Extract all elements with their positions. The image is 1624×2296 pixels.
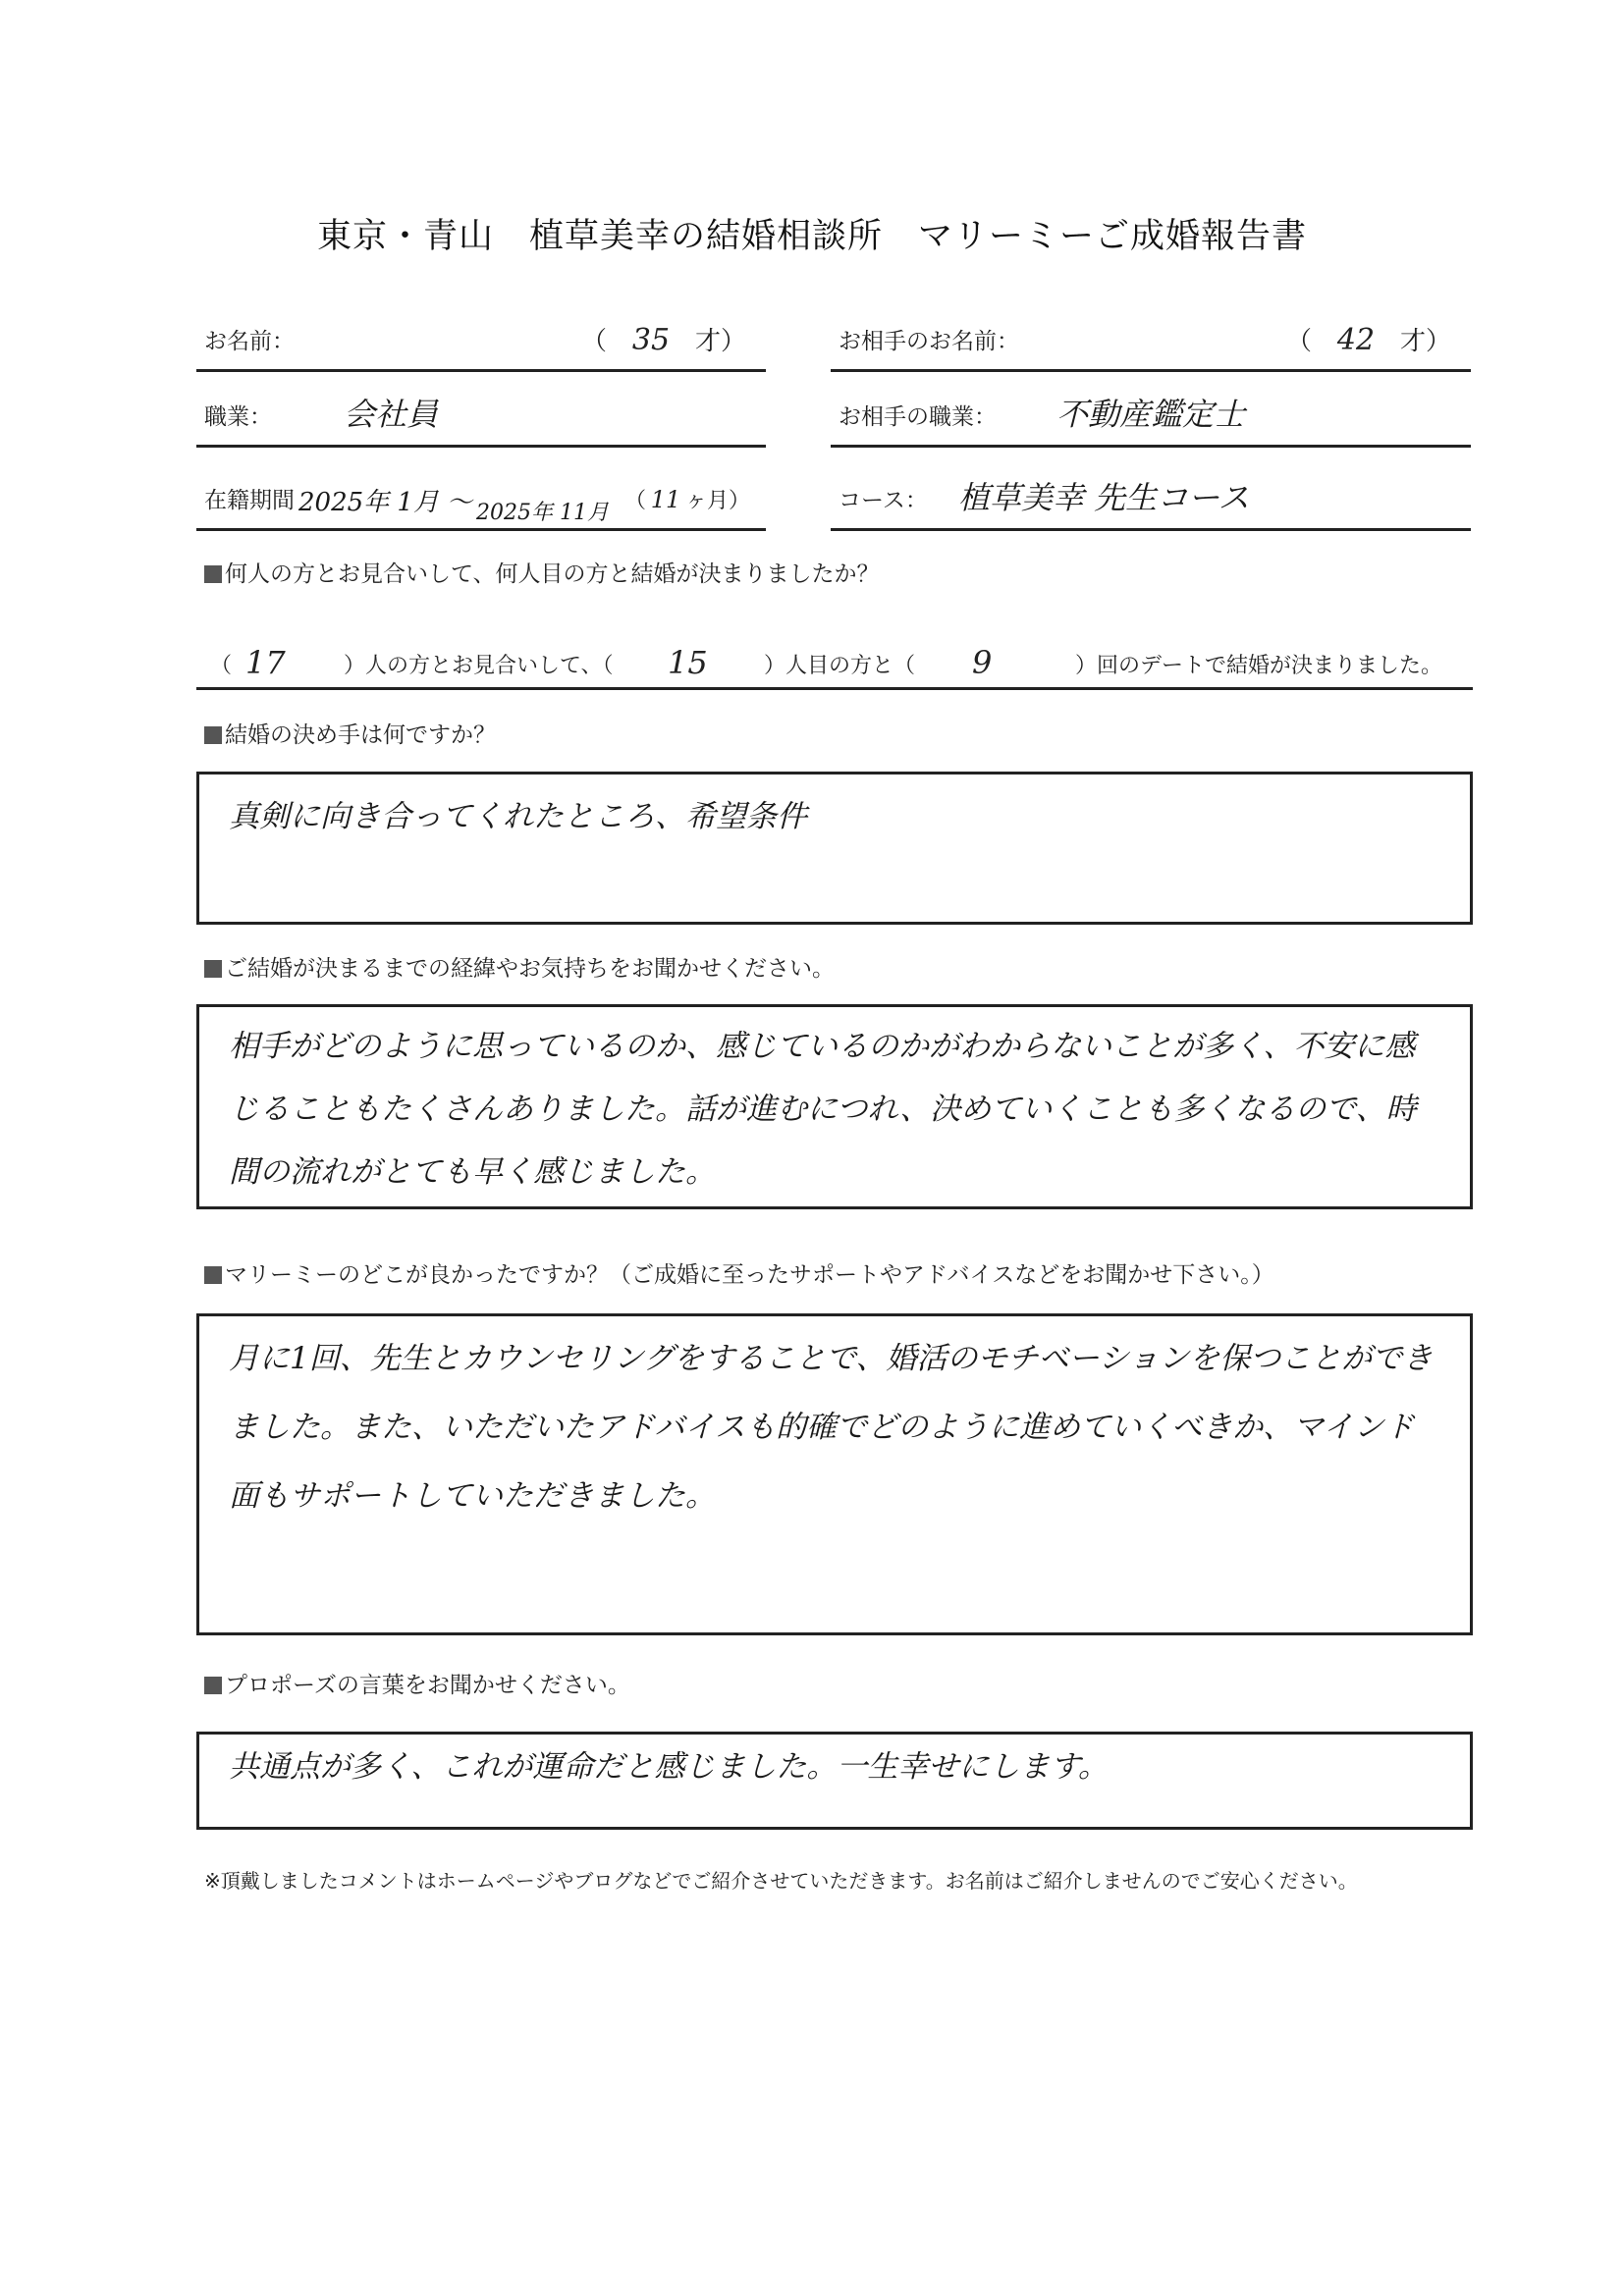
question-1-text: 何人の方とお見合いして、何人目の方と結婚が決まりましたか？ [225, 561, 880, 587]
course-value: 植草美幸 先生コース [958, 479, 1250, 516]
partner-occupation-value: 不動産鑑定士 [1056, 396, 1246, 433]
occupation-label: 職業： [204, 404, 272, 430]
bullet-square-icon [204, 1266, 222, 1284]
answer-3-text: 相手がどのように思っているのか、感じているのかがわからないことが多く、不安に感じることもたくさんありました。話が進むにつれ、決めていくことも多くなるので、時間の流れがとても早く感じました。 [229, 1029, 1417, 1190]
bullet-square-icon [204, 1677, 222, 1694]
partner-occupation-label: お相手の職業： [839, 404, 997, 430]
period-label: 在籍期間 [204, 488, 295, 513]
partner-occupation-field [831, 388, 1471, 448]
date-count: 9 [972, 644, 993, 681]
age-number: 35 [631, 323, 671, 357]
question-2-text: 結婚の決め手は何ですか？ [225, 722, 496, 748]
count-text-1: ）人の方とお見合いして、（ [344, 654, 614, 678]
met-count: 17 [245, 644, 286, 681]
partner-age-unit: 才） [1399, 327, 1451, 356]
answer-4-text: 月に1回、先生とカウンセリングをすることで、婚活のモチベーションを保つことができました。また、いただいたアドバイスも的確でどのように進めていくべきか、マインド面もサポートしていただきました。 [229, 1341, 1434, 1514]
partner-age-open: （ [1285, 327, 1312, 356]
question-3 [204, 950, 835, 983]
partner-name-field [831, 312, 1471, 372]
page-title: 東京・青山 植草美幸の結婚相談所 マリーミーご成婚報告書 [316, 217, 1307, 256]
question-5-text: プロポーズの言葉をお聞かせください。 [225, 1673, 630, 1698]
bullet-square-icon [204, 726, 222, 744]
partner-age-value [1286, 321, 1451, 357]
answer-5-text: 共通点が多く、これが運命だと感じました。一生幸せにします。 [229, 1749, 1109, 1785]
meeting-count-line [196, 638, 1473, 690]
course-label: コース： [839, 488, 928, 513]
period-end: 2025年 11月 [476, 501, 609, 525]
course-field [831, 471, 1471, 531]
occupation-value: 会社員 [344, 396, 439, 433]
answer-box-2 [196, 772, 1473, 925]
name-label: お名前： [204, 329, 295, 354]
partner-age-number: 42 [1336, 323, 1376, 357]
period-start: 2025年 1月 [298, 488, 439, 517]
bullet-square-icon [204, 565, 222, 583]
name-field [196, 312, 766, 372]
count-text-2: ）人目の方と（ [764, 654, 916, 678]
occupation-field [196, 388, 766, 448]
bullet-square-icon [204, 960, 222, 978]
nth-count: 15 [668, 644, 708, 681]
question-5 [204, 1667, 630, 1699]
question-4-text: マリーミーのどこが良かったですか？（ご成婚に至ったサポートやアドバイスなどをお聞かせ下さい。） [225, 1262, 1274, 1288]
question-4 [204, 1256, 1274, 1289]
period-field [196, 471, 766, 531]
question-3-text: ご結婚が決まるまでの経緯やお気持ちをお聞かせください。 [225, 956, 835, 982]
count-paren-1: （ [210, 654, 233, 678]
answer-box-4 [196, 1313, 1473, 1635]
answer-box-3 [196, 1004, 1473, 1209]
period-months-number: 11 [650, 486, 681, 513]
age-unit: 才） [694, 327, 746, 356]
age-open: （ [580, 327, 607, 356]
age-value [581, 321, 746, 357]
footnote: ※頂戴しましたコメントはホームページやブログなどでご紹介させていただきます。お名前はご紹介しませんのでご安心ください。 [204, 1869, 1358, 1893]
period-months-open: （ [623, 489, 646, 513]
question-2 [204, 717, 496, 749]
period-months-unit: ヶ月） [684, 489, 750, 513]
answer-2-text: 真剣に向き合ってくれたところ、希望条件 [229, 799, 807, 834]
count-text-3: ）回のデートで結婚が決まりました。 [1075, 654, 1443, 678]
period-months [624, 484, 750, 514]
answer-box-5 [196, 1732, 1473, 1830]
period-tilde: ～ [447, 488, 473, 517]
partner-name-label: お相手のお名前： [839, 329, 1019, 354]
question-1 [204, 556, 880, 588]
